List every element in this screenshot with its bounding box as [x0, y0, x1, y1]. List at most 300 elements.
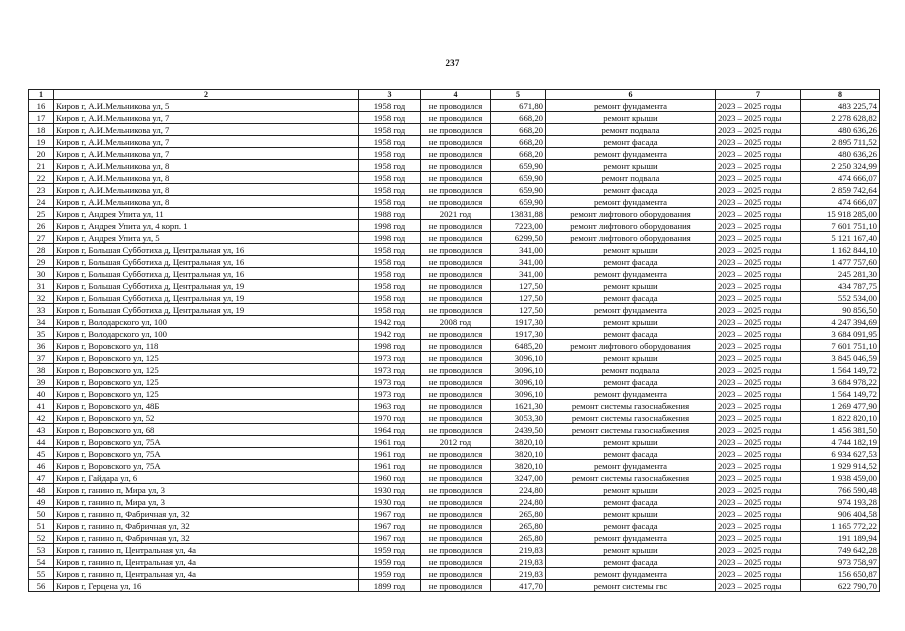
build-year-cell: 1930 год — [359, 496, 421, 508]
build-year-cell: 1967 год — [359, 520, 421, 532]
build-year-cell: 1958 год — [359, 280, 421, 292]
cost-cell: 552 534,00 — [801, 292, 880, 304]
address-cell: Киров г, А.И.Мельникова ул, 8 — [54, 172, 359, 184]
last-repair-cell: не проводился — [421, 424, 491, 436]
work-type-cell: ремонт фундамента — [546, 532, 716, 544]
last-repair-cell: не проводился — [421, 484, 491, 496]
build-year-cell: 1973 год — [359, 376, 421, 388]
area-cell: 1917,30 — [491, 316, 546, 328]
page-number: 237 — [445, 58, 460, 68]
table-row — [29, 580, 880, 592]
row-number: 41 — [29, 400, 54, 412]
build-year-cell: 1942 год — [359, 316, 421, 328]
work-type-cell: ремонт крыши — [546, 544, 716, 556]
cost-cell: 474 666,07 — [801, 196, 880, 208]
area-cell: 127,50 — [491, 304, 546, 316]
cost-cell: 3 845 046,59 — [801, 352, 880, 364]
cost-cell: 1 162 844,10 — [801, 244, 880, 256]
table-row — [29, 160, 880, 172]
work-type-cell: ремонт лифтового оборудования — [546, 232, 716, 244]
row-number: 55 — [29, 568, 54, 580]
table-row — [29, 460, 880, 472]
cost-cell: 156 650,87 — [801, 568, 880, 580]
row-number: 45 — [29, 448, 54, 460]
last-repair-cell: не проводился — [421, 556, 491, 568]
work-type-cell: ремонт фундамента — [546, 568, 716, 580]
address-cell: Киров г, Андрея Упита ул, 5 — [54, 232, 359, 244]
row-number: 50 — [29, 508, 54, 520]
address-cell: Киров г, А.И.Мельникова ул, 7 — [54, 124, 359, 136]
area-cell: 219,83 — [491, 556, 546, 568]
work-type-cell: ремонт системы газоснабжения — [546, 472, 716, 484]
period-cell: 2023 – 2025 годы — [716, 148, 801, 160]
column-header: 3 — [359, 90, 421, 100]
period-cell: 2023 – 2025 годы — [716, 196, 801, 208]
row-number: 19 — [29, 136, 54, 148]
period-cell: 2023 – 2025 годы — [716, 304, 801, 316]
build-year-cell: 1967 год — [359, 532, 421, 544]
table-row — [29, 496, 880, 508]
work-type-cell: ремонт фундамента — [546, 196, 716, 208]
last-repair-cell: не проводился — [421, 196, 491, 208]
build-year-cell: 1958 год — [359, 172, 421, 184]
cost-cell: 1 822 820,10 — [801, 412, 880, 424]
row-number: 20 — [29, 148, 54, 160]
work-type-cell: ремонт фасада — [546, 496, 716, 508]
work-type-cell: ремонт крыши — [546, 436, 716, 448]
period-cell: 2023 – 2025 годы — [716, 520, 801, 532]
table-row — [29, 256, 880, 268]
build-year-cell: 1958 год — [359, 100, 421, 112]
table-row — [29, 472, 880, 484]
row-number: 52 — [29, 532, 54, 544]
table-row — [29, 364, 880, 376]
work-type-cell: ремонт фундамента — [546, 100, 716, 112]
work-type-cell: ремонт лифтового оборудования — [546, 340, 716, 352]
period-cell: 2023 – 2025 годы — [716, 424, 801, 436]
table-row — [29, 220, 880, 232]
cost-cell: 906 404,58 — [801, 508, 880, 520]
work-type-cell: ремонт фасада — [546, 556, 716, 568]
work-type-cell: ремонт системы газоснабжения — [546, 424, 716, 436]
build-year-cell: 1899 год — [359, 580, 421, 592]
row-number: 31 — [29, 280, 54, 292]
address-cell: Киров г, Воровского ул, 118 — [54, 340, 359, 352]
period-cell: 2023 – 2025 годы — [716, 100, 801, 112]
work-type-cell: ремонт крыши — [546, 280, 716, 292]
row-number: 46 — [29, 460, 54, 472]
cost-cell: 483 225,74 — [801, 100, 880, 112]
address-cell: Киров г, Андрея Упита ул, 4 корп. 1 — [54, 220, 359, 232]
work-type-cell: ремонт крыши — [546, 508, 716, 520]
work-type-cell: ремонт фундамента — [546, 268, 716, 280]
address-cell: Киров г, Гайдара ул, 6 — [54, 472, 359, 484]
period-cell: 2023 – 2025 годы — [716, 124, 801, 136]
row-number: 44 — [29, 436, 54, 448]
work-type-cell: ремонт фасада — [546, 376, 716, 388]
last-repair-cell: не проводился — [421, 220, 491, 232]
column-header: 5 — [491, 90, 546, 100]
last-repair-cell: 2008 год — [421, 316, 491, 328]
table-row — [29, 184, 880, 196]
address-cell: Киров г, Большая Субботиха д, Центральная ул, 19 — [54, 292, 359, 304]
address-cell: Киров г, Воровского ул, 125 — [54, 364, 359, 376]
address-cell: Киров г, Большая Субботиха д, Центральная ул, 19 — [54, 280, 359, 292]
work-type-cell: ремонт крыши — [546, 160, 716, 172]
cost-cell: 1 165 772,22 — [801, 520, 880, 532]
area-cell: 3820,10 — [491, 460, 546, 472]
build-year-cell: 1958 год — [359, 136, 421, 148]
table-row — [29, 532, 880, 544]
work-type-cell: ремонт крыши — [546, 316, 716, 328]
table-row — [29, 556, 880, 568]
address-cell: Киров г, Герцена ул, 16 — [54, 580, 359, 592]
cost-cell: 1 477 757,60 — [801, 256, 880, 268]
build-year-cell: 1998 год — [359, 220, 421, 232]
build-year-cell: 1958 год — [359, 112, 421, 124]
cost-cell: 480 636,26 — [801, 124, 880, 136]
work-type-cell: ремонт крыши — [546, 244, 716, 256]
period-cell: 2023 – 2025 годы — [716, 280, 801, 292]
area-cell: 659,90 — [491, 196, 546, 208]
row-number: 17 — [29, 112, 54, 124]
build-year-cell: 1963 год — [359, 400, 421, 412]
row-number: 51 — [29, 520, 54, 532]
address-cell: Киров г, ганино п, Фабричная ул, 32 — [54, 508, 359, 520]
table-row — [29, 544, 880, 556]
last-repair-cell: не проводился — [421, 388, 491, 400]
build-year-cell: 1958 год — [359, 256, 421, 268]
last-repair-cell: не проводился — [421, 304, 491, 316]
area-cell: 1621,30 — [491, 400, 546, 412]
period-cell: 2023 – 2025 годы — [716, 328, 801, 340]
table-body — [29, 100, 880, 592]
address-cell: Киров г, ганино п, Центральная ул, 4а — [54, 568, 359, 580]
period-cell: 2023 – 2025 годы — [716, 268, 801, 280]
column-header: 4 — [421, 90, 491, 100]
cost-cell: 1 564 149,72 — [801, 364, 880, 376]
table-row — [29, 340, 880, 352]
cost-cell: 7 601 751,10 — [801, 340, 880, 352]
build-year-cell: 1958 год — [359, 160, 421, 172]
work-type-cell: ремонт фасада — [546, 184, 716, 196]
area-cell: 668,20 — [491, 136, 546, 148]
build-year-cell: 1988 год — [359, 208, 421, 220]
address-cell: Киров г, Большая Субботиха д, Центральная ул, 16 — [54, 256, 359, 268]
repair-schedule-table — [28, 89, 880, 592]
address-cell: Киров г, Воровского ул, 75А — [54, 436, 359, 448]
work-type-cell: ремонт фасада — [546, 136, 716, 148]
cost-cell: 434 787,75 — [801, 280, 880, 292]
row-number: 25 — [29, 208, 54, 220]
period-cell: 2023 – 2025 годы — [716, 136, 801, 148]
last-repair-cell: не проводился — [421, 100, 491, 112]
build-year-cell: 1930 год — [359, 484, 421, 496]
area-cell: 265,80 — [491, 508, 546, 520]
period-cell: 2023 – 2025 годы — [716, 292, 801, 304]
table-row — [29, 280, 880, 292]
table-row — [29, 436, 880, 448]
work-type-cell: ремонт фундамента — [546, 304, 716, 316]
table-row — [29, 352, 880, 364]
work-type-cell: ремонт фасада — [546, 328, 716, 340]
cost-cell: 1 929 914,52 — [801, 460, 880, 472]
cost-cell: 7 601 751,10 — [801, 220, 880, 232]
table-row — [29, 412, 880, 424]
cost-cell: 1 938 459,00 — [801, 472, 880, 484]
table-row — [29, 388, 880, 400]
period-cell: 2023 – 2025 годы — [716, 532, 801, 544]
table-row — [29, 232, 880, 244]
last-repair-cell: не проводился — [421, 412, 491, 424]
period-cell: 2023 – 2025 годы — [716, 496, 801, 508]
column-header: 7 — [716, 90, 801, 100]
table-row — [29, 244, 880, 256]
address-cell: Киров г, А.И.Мельникова ул, 5 — [54, 100, 359, 112]
build-year-cell: 1958 год — [359, 196, 421, 208]
period-cell: 2023 – 2025 годы — [716, 400, 801, 412]
table-row — [29, 316, 880, 328]
work-type-cell: ремонт фасада — [546, 292, 716, 304]
table-row — [29, 508, 880, 520]
work-type-cell: ремонт фасада — [546, 256, 716, 268]
last-repair-cell: не проводился — [421, 580, 491, 592]
last-repair-cell: не проводился — [421, 232, 491, 244]
cost-cell: 15 918 285,00 — [801, 208, 880, 220]
period-cell: 2023 – 2025 годы — [716, 244, 801, 256]
table-row — [29, 100, 880, 112]
cost-cell: 973 758,97 — [801, 556, 880, 568]
area-cell: 1917,30 — [491, 328, 546, 340]
cost-cell: 749 642,28 — [801, 544, 880, 556]
build-year-cell: 1942 год — [359, 328, 421, 340]
column-header: 6 — [546, 90, 716, 100]
table-row — [29, 196, 880, 208]
cost-cell: 766 590,48 — [801, 484, 880, 496]
last-repair-cell: не проводился — [421, 400, 491, 412]
period-cell: 2023 – 2025 годы — [716, 352, 801, 364]
cost-cell: 90 856,50 — [801, 304, 880, 316]
address-cell: Киров г, ганино п, Мира ул, 3 — [54, 484, 359, 496]
cost-cell: 622 790,70 — [801, 580, 880, 592]
build-year-cell: 1961 год — [359, 460, 421, 472]
work-type-cell: ремонт лифтового оборудования — [546, 208, 716, 220]
period-cell: 2023 – 2025 годы — [716, 376, 801, 388]
address-cell: Киров г, Большая Субботиха д, Центральная ул, 16 — [54, 268, 359, 280]
row-number: 23 — [29, 184, 54, 196]
period-cell: 2023 – 2025 годы — [716, 184, 801, 196]
table-row — [29, 400, 880, 412]
table-row — [29, 328, 880, 340]
column-header: 2 — [54, 90, 359, 100]
build-year-cell: 1958 год — [359, 148, 421, 160]
build-year-cell: 1998 год — [359, 232, 421, 244]
period-cell: 2023 – 2025 годы — [716, 232, 801, 244]
work-type-cell: ремонт подвала — [546, 124, 716, 136]
period-cell: 2023 – 2025 годы — [716, 364, 801, 376]
row-number: 24 — [29, 196, 54, 208]
cost-cell: 6 934 627,53 — [801, 448, 880, 460]
address-cell: Киров г, Воровского ул, 125 — [54, 388, 359, 400]
address-cell: Киров г, ганино п, Центральная ул, 4а — [54, 544, 359, 556]
work-type-cell: ремонт фундамента — [546, 388, 716, 400]
area-cell: 3096,10 — [491, 364, 546, 376]
build-year-cell: 1958 год — [359, 292, 421, 304]
build-year-cell: 1958 год — [359, 304, 421, 316]
cost-cell: 1 564 149,72 — [801, 388, 880, 400]
area-cell: 219,83 — [491, 568, 546, 580]
last-repair-cell: не проводился — [421, 148, 491, 160]
area-cell: 219,83 — [491, 544, 546, 556]
table-row — [29, 148, 880, 160]
address-cell: Киров г, А.И.Мельникова ул, 8 — [54, 184, 359, 196]
area-cell: 7223,00 — [491, 220, 546, 232]
area-cell: 127,50 — [491, 280, 546, 292]
row-number: 54 — [29, 556, 54, 568]
area-cell: 6485,20 — [491, 340, 546, 352]
cost-cell: 2 250 324,99 — [801, 160, 880, 172]
area-cell: 265,80 — [491, 520, 546, 532]
row-number: 22 — [29, 172, 54, 184]
area-cell: 341,00 — [491, 268, 546, 280]
period-cell: 2023 – 2025 годы — [716, 556, 801, 568]
build-year-cell: 1960 год — [359, 472, 421, 484]
area-cell: 671,80 — [491, 100, 546, 112]
area-cell: 3820,10 — [491, 448, 546, 460]
last-repair-cell: не проводился — [421, 256, 491, 268]
area-cell: 341,00 — [491, 244, 546, 256]
cost-cell: 2 278 628,82 — [801, 112, 880, 124]
row-number: 34 — [29, 316, 54, 328]
period-cell: 2023 – 2025 годы — [716, 508, 801, 520]
row-number: 56 — [29, 580, 54, 592]
row-number: 40 — [29, 388, 54, 400]
work-type-cell: ремонт крыши — [546, 112, 716, 124]
area-cell: 3247,00 — [491, 472, 546, 484]
row-number: 30 — [29, 268, 54, 280]
last-repair-cell: не проводился — [421, 328, 491, 340]
row-number: 43 — [29, 424, 54, 436]
row-number: 33 — [29, 304, 54, 316]
address-cell: Киров г, Андрея Упита ул, 11 — [54, 208, 359, 220]
address-cell: Киров г, ганино п, Центральная ул, 4а — [54, 556, 359, 568]
address-cell: Киров г, Большая Субботиха д, Центральная ул, 16 — [54, 244, 359, 256]
work-type-cell: ремонт фундамента — [546, 460, 716, 472]
last-repair-cell: 2021 год — [421, 208, 491, 220]
period-cell: 2023 – 2025 годы — [716, 112, 801, 124]
period-cell: 2023 – 2025 годы — [716, 220, 801, 232]
area-cell: 417,70 — [491, 580, 546, 592]
row-number: 16 — [29, 100, 54, 112]
cost-cell: 2 895 711,52 — [801, 136, 880, 148]
row-number: 49 — [29, 496, 54, 508]
work-type-cell: ремонт крыши — [546, 484, 716, 496]
last-repair-cell: не проводился — [421, 112, 491, 124]
column-header: 8 — [801, 90, 880, 100]
period-cell: 2023 – 2025 годы — [716, 160, 801, 172]
area-cell: 265,80 — [491, 532, 546, 544]
last-repair-cell: не проводился — [421, 496, 491, 508]
cost-cell: 3 684 091,95 — [801, 328, 880, 340]
last-repair-cell: не проводился — [421, 460, 491, 472]
area-cell: 3096,10 — [491, 352, 546, 364]
table-row — [29, 268, 880, 280]
table-row — [29, 304, 880, 316]
address-cell: Киров г, ганино п, Мира ул, 3 — [54, 496, 359, 508]
area-cell: 668,20 — [491, 112, 546, 124]
row-number: 29 — [29, 256, 54, 268]
address-cell: Киров г, Воровского ул, 68 — [54, 424, 359, 436]
work-type-cell: ремонт крыши — [546, 352, 716, 364]
area-cell: 659,90 — [491, 184, 546, 196]
area-cell: 668,20 — [491, 124, 546, 136]
address-cell: Киров г, А.И.Мельникова ул, 7 — [54, 148, 359, 160]
period-cell: 2023 – 2025 годы — [716, 388, 801, 400]
address-cell: Киров г, Воровского ул, 125 — [54, 376, 359, 388]
area-cell: 6299,50 — [491, 232, 546, 244]
last-repair-cell: не проводился — [421, 352, 491, 364]
last-repair-cell: не проводился — [421, 364, 491, 376]
row-number: 37 — [29, 352, 54, 364]
build-year-cell: 1973 год — [359, 364, 421, 376]
last-repair-cell: не проводился — [421, 448, 491, 460]
last-repair-cell: не проводился — [421, 268, 491, 280]
cost-cell: 5 121 167,40 — [801, 232, 880, 244]
row-number: 53 — [29, 544, 54, 556]
build-year-cell: 1967 год — [359, 508, 421, 520]
row-number: 32 — [29, 292, 54, 304]
work-type-cell: ремонт подвала — [546, 172, 716, 184]
build-year-cell: 1961 год — [359, 448, 421, 460]
column-header: 1 — [29, 90, 54, 100]
area-cell: 224,80 — [491, 496, 546, 508]
build-year-cell: 1959 год — [359, 556, 421, 568]
address-cell: Киров г, А.И.Мельникова ул, 8 — [54, 196, 359, 208]
row-number: 21 — [29, 160, 54, 172]
address-cell: Киров г, Воровского ул, 125 — [54, 352, 359, 364]
table-row — [29, 292, 880, 304]
table-row — [29, 484, 880, 496]
period-cell: 2023 – 2025 годы — [716, 172, 801, 184]
area-cell: 668,20 — [491, 148, 546, 160]
work-type-cell: ремонт фасада — [546, 448, 716, 460]
address-cell: Киров г, А.И.Мельникова ул, 8 — [54, 160, 359, 172]
cost-cell: 3 684 978,22 — [801, 376, 880, 388]
cost-cell: 974 193,28 — [801, 496, 880, 508]
last-repair-cell: не проводился — [421, 280, 491, 292]
row-number: 48 — [29, 484, 54, 496]
row-number: 39 — [29, 376, 54, 388]
cost-cell: 2 859 742,64 — [801, 184, 880, 196]
period-cell: 2023 – 2025 годы — [716, 448, 801, 460]
area-cell: 127,50 — [491, 292, 546, 304]
area-cell: 3096,10 — [491, 388, 546, 400]
cost-cell: 480 636,26 — [801, 148, 880, 160]
cost-cell: 191 189,94 — [801, 532, 880, 544]
table-row — [29, 376, 880, 388]
build-year-cell: 1961 год — [359, 436, 421, 448]
cost-cell: 245 281,30 — [801, 268, 880, 280]
address-cell: Киров г, А.И.Мельникова ул, 7 — [54, 112, 359, 124]
period-cell: 2023 – 2025 годы — [716, 544, 801, 556]
address-cell: Киров г, Володарского ул, 100 — [54, 328, 359, 340]
build-year-cell: 1958 год — [359, 184, 421, 196]
last-repair-cell: не проводился — [421, 340, 491, 352]
area-cell: 3096,10 — [491, 376, 546, 388]
period-cell: 2023 – 2025 годы — [716, 580, 801, 592]
address-cell: Киров г, Володарского ул, 100 — [54, 316, 359, 328]
cost-cell: 1 269 477,90 — [801, 400, 880, 412]
